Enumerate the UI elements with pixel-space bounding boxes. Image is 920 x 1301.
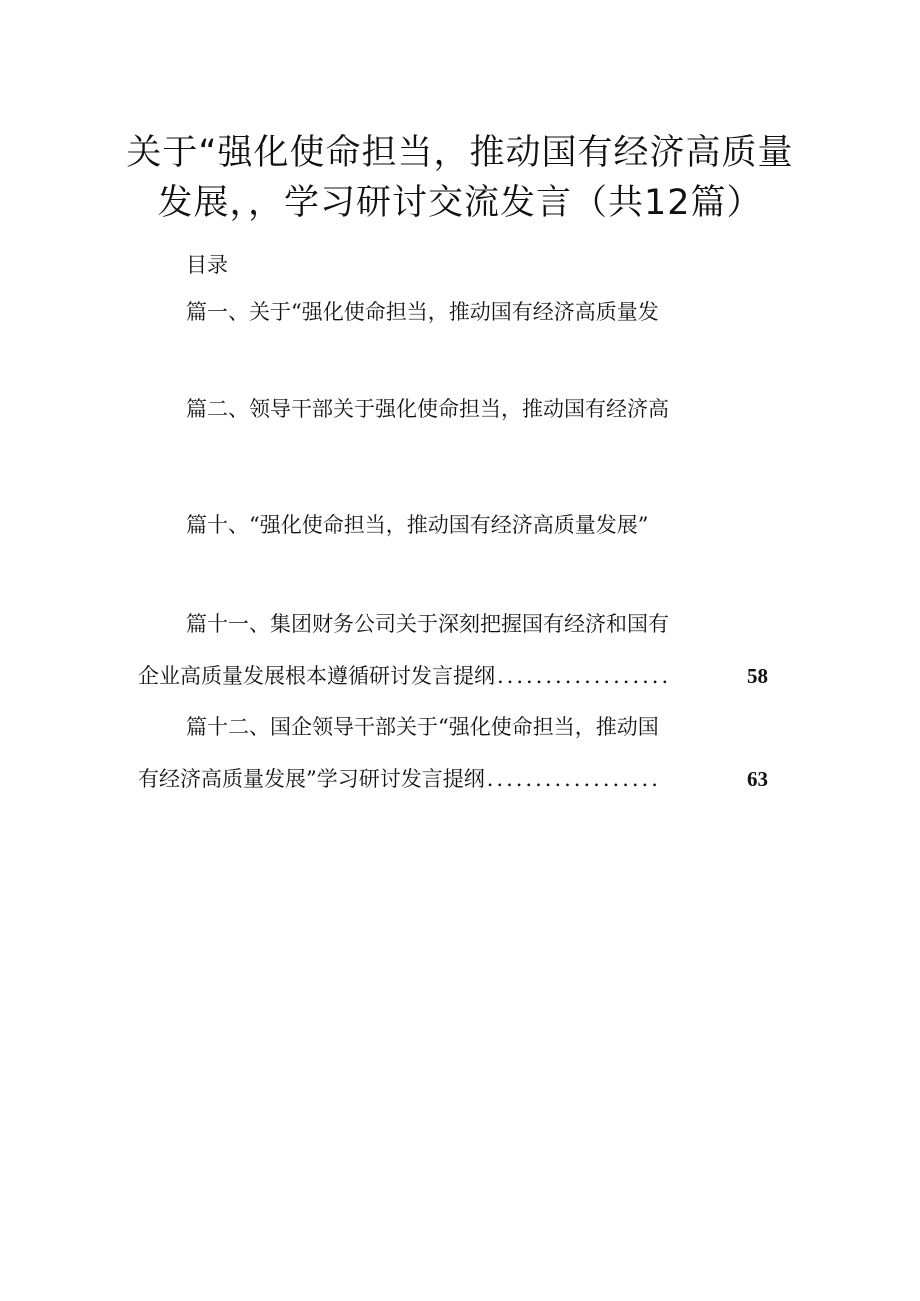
toc-entry-12-continuation-text: 有经济高质量发展”学习研讨发言提纲 xyxy=(138,767,485,791)
toc-entry-2[interactable]: 篇二、领导干部关于强化使命担当，推动国有经济高 xyxy=(186,397,669,421)
toc-entry-12[interactable]: 篇十二、国企领导干部关于“强化使命担当，推动国 xyxy=(186,715,659,739)
title-line-2: 发展，，学习研讨交流发言（共12篇） xyxy=(157,183,763,223)
toc-entry-1[interactable]: 篇一、关于“强化使命担当，推动国有经济高质量发 xyxy=(186,300,659,324)
toc-entry-11-page-number: 58 xyxy=(747,664,768,688)
toc-entry-11-leader: .................. xyxy=(497,664,672,688)
title-line-1: 关于“强化使命担当，推动国有经济高质量 xyxy=(126,133,794,173)
toc-entry-11-continuation[interactable] xyxy=(138,661,768,691)
toc-entry-11-continuation-text: 企业高质量发展根本遵循研讨发言提纲 xyxy=(138,664,495,688)
toc-entry-10[interactable]: 篇十、“强化使命担当，推动国有经济高质量发展” xyxy=(186,513,649,537)
toc-heading: 目录 xyxy=(186,253,228,277)
document-title xyxy=(120,128,800,228)
toc-entry-12-page-number: 63 xyxy=(747,767,768,791)
toc-entry-11[interactable]: 篇十一、集团财务公司关于深刻把握国有经济和国有 xyxy=(186,612,669,636)
toc-entry-12-continuation[interactable] xyxy=(138,764,768,794)
toc-entry-12-leader: .................. xyxy=(486,767,661,791)
